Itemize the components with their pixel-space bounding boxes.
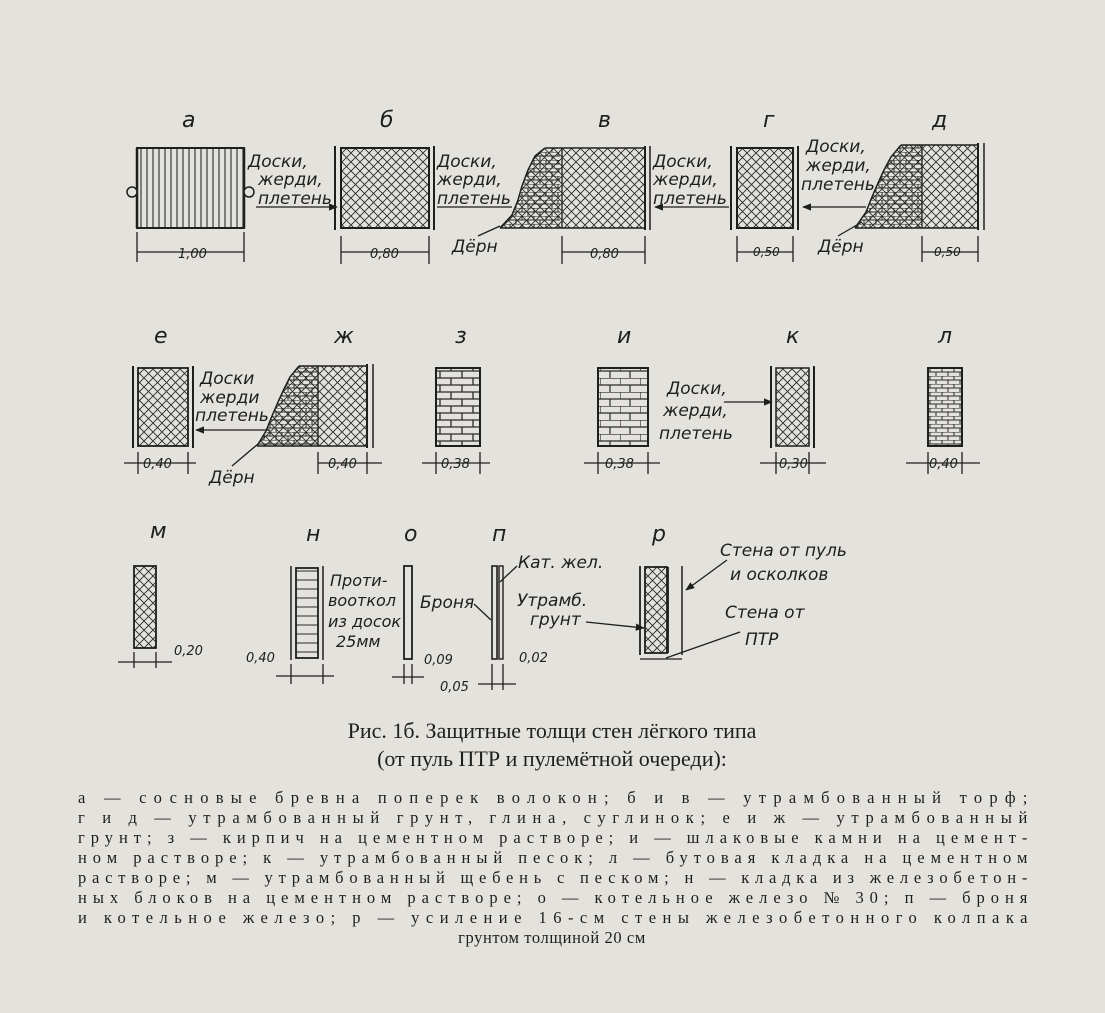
note-v: [652, 152, 729, 209]
dimension-n: [246, 651, 334, 684]
svg-text:в: в: [598, 108, 611, 133]
wall-z: [422, 324, 490, 474]
svg-text:0,02: 0,02: [519, 651, 548, 666]
svg-text:0,50: 0,50: [753, 245, 780, 259]
legend-line: грунт; з — кирпич на цементном растворе; и — шлаковые камни на цемент-: [78, 828, 1029, 847]
note-e: [195, 369, 270, 430]
legend-line: ных блоков на цементном растворе; о — котельное железо № 30; п — броня: [78, 888, 1028, 907]
svg-text:грунт: грунт: [530, 610, 581, 630]
svg-text:плетень: плетень: [195, 406, 269, 426]
caption-line-1: Рис. 1б. Защитные толщи стен лёгкого типа: [347, 718, 757, 743]
svg-text:плетень: плетень: [659, 424, 733, 444]
svg-text:25мм: 25мм: [336, 632, 381, 651]
dimension-z: [422, 452, 490, 474]
svg-text:п: п: [492, 522, 507, 547]
svg-text:з: з: [455, 324, 467, 349]
legend-line: ном растворе; к — утрамбованный песок; л — бутовая кладка на цементном: [78, 848, 1028, 867]
svg-text:е: е: [154, 324, 168, 349]
legend-line: и котельное железо; р — усиление 16-см стены железобетонного колпака: [78, 908, 1029, 927]
svg-text:жерди,: жерди,: [437, 170, 502, 190]
svg-text:и осколков: и осколков: [730, 565, 829, 585]
dimension-a: [137, 232, 244, 262]
dimension-e: [124, 452, 196, 474]
wall-n: [246, 522, 334, 684]
svg-text:м: м: [150, 519, 167, 544]
dimension-zh: [318, 452, 382, 474]
svg-text:0,30: 0,30: [779, 457, 808, 472]
wall-l: [906, 324, 980, 474]
svg-text:Доски: Доски: [200, 369, 255, 389]
svg-text:Стена от: Стена от: [725, 603, 805, 623]
svg-text:0,80: 0,80: [590, 247, 619, 262]
wall-a: [127, 108, 254, 262]
dimension-g: [737, 236, 793, 262]
wall-e: [124, 324, 196, 474]
svg-text:Проти-: Проти-: [330, 571, 388, 590]
dimension-l: [906, 452, 980, 474]
svg-text:0,05: 0,05: [440, 680, 469, 695]
wall-k: [760, 324, 826, 474]
svg-text:плетень: плетень: [801, 175, 875, 195]
legend-line: грунтом толщиной 20 см: [458, 928, 646, 947]
wall-i: [584, 324, 660, 474]
letter-a: а: [182, 108, 196, 133]
svg-text:плетень: плетень: [258, 189, 332, 209]
wall-r: [586, 522, 847, 659]
dimension-b: [341, 236, 429, 264]
svg-text:н: н: [306, 522, 321, 547]
svg-text:0,40: 0,40: [143, 457, 172, 472]
wall-p: [420, 522, 603, 695]
svg-text:г: г: [763, 108, 775, 133]
svg-text:Доски,: Доски,: [653, 152, 713, 172]
svg-text:0,40: 0,40: [328, 457, 357, 472]
svg-text:жерди,: жерди,: [258, 170, 323, 190]
svg-text:б: б: [380, 108, 394, 133]
dimension-d: [922, 236, 978, 262]
svg-text:Кат. жел.: Кат. жел.: [518, 553, 604, 573]
wall-b: [335, 108, 434, 264]
svg-text:ж: ж: [334, 324, 354, 349]
legend-line: а — сосновые бревна поперек волокон; б и в — утрамбованный торф;: [78, 788, 1028, 807]
svg-text:жерди,: жерди,: [663, 401, 728, 421]
dimension-p: [440, 651, 548, 695]
svg-text:д: д: [932, 108, 948, 133]
svg-text:0,50: 0,50: [934, 245, 961, 259]
figure-caption: [348, 718, 757, 771]
svg-text:Утрамб.: Утрамб.: [517, 591, 588, 611]
note-g: [801, 137, 875, 207]
svg-text:1,00: 1,00: [178, 247, 207, 262]
dimension-v: [562, 236, 645, 264]
svg-text:0,20: 0,20: [174, 644, 203, 659]
svg-text:р: р: [652, 522, 666, 547]
legend-line: растворе; м — утрамбованный щебень с песком; н — кладка из железобетон-: [78, 868, 1028, 887]
svg-text:Доски,: Доски,: [806, 137, 866, 157]
note-b: [436, 152, 512, 209]
svg-text:0,09: 0,09: [424, 653, 453, 668]
svg-text:Доски,: Доски,: [248, 152, 308, 172]
svg-text:Стена от пуль: Стена от пуль: [720, 541, 847, 561]
svg-text:и: и: [617, 324, 632, 349]
svg-text:плетень: плетень: [653, 189, 727, 209]
wall-m: [118, 519, 203, 668]
svg-text:ПТР: ПТР: [745, 630, 779, 650]
svg-text:жерди,: жерди,: [653, 170, 718, 190]
dimension-k: [760, 452, 826, 474]
svg-text:Доски,: Доски,: [437, 152, 497, 172]
legend: [78, 788, 1028, 947]
svg-text:0,38: 0,38: [441, 457, 470, 472]
wall-g: [731, 108, 798, 262]
svg-text:0,38: 0,38: [605, 457, 634, 472]
svg-text:жерди: жерди: [200, 388, 260, 408]
svg-text:из досок: из досок: [328, 612, 402, 631]
svg-text:жерди,: жерди,: [806, 156, 871, 176]
svg-text:л: л: [938, 324, 953, 349]
legend-line: г и д — утрамбованный грунт, глина, суглинок; е и ж — утрамбованный: [78, 808, 1028, 827]
svg-text:Дёрн: Дёрн: [452, 237, 498, 257]
svg-text:плетень: плетень: [437, 189, 511, 209]
svg-text:Броня: Броня: [420, 593, 475, 613]
dimension-i: [584, 452, 660, 474]
svg-text:0,40: 0,40: [246, 651, 275, 666]
svg-text:вооткол: вооткол: [328, 591, 397, 610]
svg-text:к: к: [786, 324, 800, 349]
dimension-m: [118, 644, 203, 668]
svg-text:0,40: 0,40: [929, 457, 958, 472]
svg-text:Дёрн: Дёрн: [209, 468, 255, 488]
note-n: [328, 571, 401, 651]
svg-text:о: о: [404, 522, 418, 547]
note-a: [247, 152, 337, 209]
svg-text:0,80: 0,80: [370, 247, 399, 262]
svg-text:Дёрн: Дёрн: [818, 237, 864, 257]
note-i: [659, 379, 772, 444]
svg-text:Доски,: Доски,: [667, 379, 727, 399]
caption-line-2: (от пуль ПТР и пулемётной очереди):: [377, 746, 727, 771]
